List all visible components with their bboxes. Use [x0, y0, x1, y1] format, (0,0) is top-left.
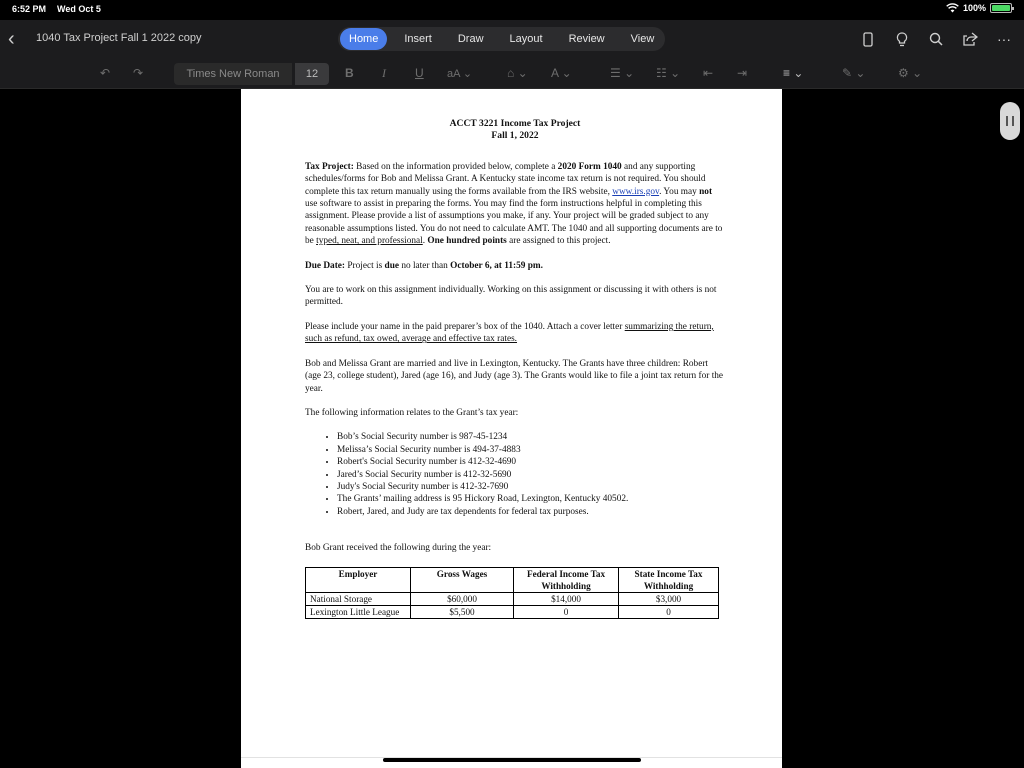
table-row	[306, 592, 719, 605]
text-run-underline: summarizing the return, such as refund, tax owed, average and effective tax rates.	[305, 321, 714, 345]
table-cell: 0	[619, 605, 719, 618]
format-painter-icon[interactable]: ⚙ ⌄	[898, 66, 923, 80]
home-indicator[interactable]	[383, 758, 641, 762]
increase-indent-icon[interactable]: ⇥	[737, 66, 748, 80]
text-run-underline: typed, neat, and professional	[316, 236, 423, 247]
table-cell: $3,000	[619, 592, 719, 605]
decrease-indent-icon[interactable]: ⇤	[703, 66, 714, 80]
tax-project-paragraph	[305, 161, 725, 248]
tab-home[interactable]: Home	[340, 28, 387, 50]
back-chevron-icon[interactable]: ‹	[8, 28, 15, 50]
text-run: . You may	[659, 186, 700, 197]
tab-view[interactable]: View	[630, 33, 655, 45]
underline-icon[interactable]: U	[415, 66, 424, 80]
following-paragraph: The following information relates to the Grant’s tax year:	[305, 407, 519, 418]
list-item: • Judy's Social Security number is 412-32-7690	[337, 481, 725, 493]
table-header: Gross Wages	[411, 567, 514, 592]
top-icons	[858, 29, 1014, 49]
tab-layout[interactable]: Layout	[509, 33, 543, 45]
ribbon-tabs	[338, 27, 665, 51]
scroll-grip-icon	[1006, 116, 1014, 126]
table-header: Federal Income Tax Withholding	[514, 567, 619, 592]
document-content[interactable]	[305, 118, 725, 619]
list-item: • The Grants’ mailing address is 95 Hickory Road, Lexington, Kentucky 40502.	[337, 493, 725, 505]
wages-table	[305, 567, 719, 619]
preparer-paragraph	[305, 321, 725, 346]
styles-icon[interactable]: ✎ ⌄	[842, 66, 866, 80]
tax-project-label: Tax Project:	[305, 161, 354, 172]
table-cell: $14,000	[514, 592, 619, 605]
battery-fill	[992, 5, 1010, 11]
table-row	[306, 605, 719, 618]
table-cell: National Storage	[306, 592, 411, 605]
text-run: .	[422, 236, 428, 247]
lightbulb-icon[interactable]	[892, 29, 912, 49]
search-icon[interactable]	[926, 29, 946, 49]
font-size-box[interactable]: 12	[295, 63, 329, 85]
font-color-icon[interactable]: A ⌄	[551, 66, 572, 80]
tab-insert[interactable]: Insert	[404, 33, 432, 45]
text-run: Please include your name in the paid preparer’s box of the 1040. Attach a cover letter	[305, 321, 625, 332]
status-bar	[0, 0, 1024, 20]
status-right	[946, 3, 1012, 13]
irs-link[interactable]: www.irs.gov	[612, 186, 660, 197]
device-view-icon[interactable]	[858, 29, 878, 49]
table-header: Employer	[306, 567, 411, 592]
scroll-handle[interactable]	[1000, 102, 1020, 140]
table-cell: $60,000	[411, 592, 514, 605]
status-date: Wed Oct 5	[57, 4, 101, 14]
due-date-paragraph	[305, 260, 725, 272]
text-run-bold: One hundred points	[427, 236, 507, 247]
list-item: • Melissa’s Social Security number is 494-37-4883	[337, 444, 725, 456]
table-cell: 0	[514, 605, 619, 618]
text-run-bold: due	[384, 260, 400, 271]
text-run: and any supporting schedules/forms for Bob and Melissa Grant. A Kentucky state income tax return is not required. You should complete this tax return manually using the forms available from the IRS website,	[305, 161, 706, 197]
list-item: • Bob’s Social Security number is 987-45-1234	[337, 431, 725, 443]
italic-icon[interactable]: I	[382, 65, 386, 80]
text-run: no later than	[399, 260, 451, 271]
family-paragraph: Bob and Melissa Grant are married and live in Lexington, Kentucky. The Grants have three children: Robert (age 23, college student), Jared (age 16), and Judy (age 3). The Grants would like to file a joint tax return for the year.	[305, 358, 724, 394]
list-item: • Robert, Jared, and Judy are tax dependents for federal tax purposes.	[337, 506, 725, 518]
highlight-icon[interactable]: ⌂ ⌄	[507, 66, 528, 80]
due-date-label: Due Date:	[305, 260, 346, 271]
share-icon[interactable]	[960, 29, 980, 49]
bob-paragraph: Bob Grant received the following during the year:	[305, 543, 492, 554]
wifi-icon	[946, 3, 959, 13]
list-item: • Jared’s Social Security number is 412-32-5690	[337, 469, 725, 481]
individual-paragraph: You are to work on this assignment individually. Working on this assignment or discussing it with others is not permitted.	[305, 285, 717, 308]
table-cell: Lexington Little League	[306, 605, 411, 618]
numbered-list-icon[interactable]: ☷ ⌄	[656, 66, 681, 80]
format-toolbar	[0, 58, 1024, 89]
more-icon[interactable]: ···	[997, 31, 1011, 47]
text-run-bold: 2020 Form 1040	[557, 161, 622, 172]
bold-icon[interactable]: B	[345, 66, 354, 80]
text-run-bold: October 6, at 11:59 pm.	[450, 260, 543, 271]
info-bullet-list	[305, 431, 725, 518]
battery-percent: 100%	[962, 3, 986, 13]
battery-icon	[990, 3, 1012, 13]
font-name-dropdown[interactable]: Times New Roman	[174, 63, 292, 85]
text-run: Based on the information provided below, complete a	[353, 161, 558, 172]
document-title: 1040 Tax Project Fall 1 2022 copy	[36, 32, 202, 44]
font-size-aa-icon[interactable]: aA ⌄	[447, 67, 473, 80]
tab-draw[interactable]: Draw	[457, 33, 484, 45]
list-item: • Robert's Social Security number is 412-32-4690	[337, 456, 725, 468]
tab-review[interactable]: Review	[568, 33, 605, 45]
paragraph-align-icon[interactable]: ≡ ⌄	[783, 66, 804, 80]
bullet-list-icon[interactable]: ☰ ⌄	[610, 66, 635, 80]
text-run-bold: not	[699, 186, 713, 197]
text-run: use software to assist in preparing the forms. You may find the form instructions helpful in completing this assignment. Please provide a list of assumptions you make, if any. Your project will be graded subject to any reasonable assumptions listed. You do not need to calculate AMT. The 1040 and all supporting documents are to be	[305, 199, 723, 247]
doc-heading-2: Fall 1, 2022	[491, 130, 539, 142]
top-bar	[0, 20, 1024, 58]
text-run: are assigned to this project.	[506, 236, 611, 247]
doc-heading-1: ACCT 3221 Income Tax Project	[449, 118, 581, 129]
table-cell: $5,500	[411, 605, 514, 618]
status-time: 6:52 PM	[12, 4, 47, 14]
table-header-row	[306, 567, 719, 592]
text-run: Project is	[345, 260, 385, 271]
undo-icon[interactable]: ↶	[100, 66, 111, 80]
table-header: State Income Tax Withholding	[619, 567, 719, 592]
redo-icon[interactable]: ↷	[133, 66, 144, 80]
